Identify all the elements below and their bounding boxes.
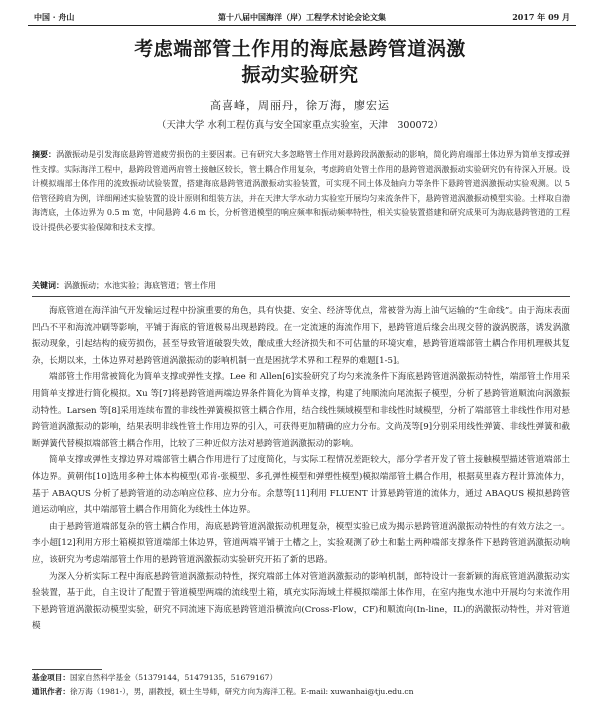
- header-date: 2017 年 09 月: [512, 12, 570, 22]
- body-paragraph: 由于悬跨管道端部复杂的管土耦合作用，海底悬跨管道涡激振动机理复杂，模型实验已成为揭示悬跨管道涡激振动特性的有效方法之一。李小超[12]利用方形土箱模拟管道端部土体边界，管道两端平铺于土槽之上，实验观测了砂土和黏土两种端部支撑条件下悬跨管道涡激振动响应，该研究为考虑端部管土作用的悬跨管道涡激振动实验研究开拓了新的思路。: [32, 521, 570, 565]
- author-list: 高喜峰，周丽丹，徐万海，廖宏运: [210, 99, 390, 112]
- keywords: [32, 278, 570, 293]
- abstract-text: 涡激振动是引发海底悬跨管道疲劳损伤的主要因素。已有研究大多忽略管土作用对悬跨段涡激振动的影响，简化跨肩端部土体边界为简单支撑或弹性支撑。实际海洋工程中，悬跨段管道两肩管土接触区较长，管土耦合作用复杂，考虑跨肩处管土作用的悬跨管道涡激振动实验研究仍有待深入开展。设计模拟端部土体作用的流致振动试验装置，搭建海底悬跨管道涡激振动实验装置，可实现不同土体及轴向力等条件下悬跨管道涡激振动实验观测。以 5 倍管径跨肩为例，详细阐述实验装置的设计原则和组装方法，并在天津大学水动力实验室开展均匀来流条件下，悬跨管道涡激振动模型实验。土样取自渤海湾底，土体边界为 0.5 m 宽，中间悬跨 4.6 m 长，分析管道模型的响应频率和振动频率特性，相关实验装置搭建和研究成果可为海底悬跨管道的工程设计提供必要实验保障和技术支撑。: [32, 150, 570, 232]
- body-text: [32, 303, 570, 635]
- footnotes: [32, 671, 570, 699]
- abstract-label: 摘要：: [32, 149, 57, 159]
- footnote-fund: [32, 671, 570, 685]
- header-rule: [28, 25, 576, 26]
- paper-title: [40, 36, 560, 88]
- header-proceedings-title: 第十八届中国海洋（岸）工程学术讨论会论文集: [218, 12, 386, 22]
- title-line-1: 考虑端部管土作用的海底悬跨管道涡激: [134, 38, 466, 60]
- body-paragraph: 简单支撑或弹性支撑边界对端部管土耦合作用进行了过度简化，与实际工程情况差距较大，部分学者开发了管土接触模型描述管道端部土体边界。黄朝伟[10]选用多种土体本构模型(邓肯-张模型、多孔弹性模型和弹塑性模型)模拟端部管土耦合作用，根据莫里森方程计算流体力，基于 ABAQUS 分析了悬跨管道的动态响应位移、应力分布。余慧等[11]利用 FLUENT 计算悬跨管道的流体力，通过 ABAQUS 模拟悬跨管道运动响应，其中端部管土耦合作用简化为线性土体边界。: [32, 455, 570, 516]
- title-line-2: 振动实验研究: [241, 64, 359, 86]
- footnote-rule: [32, 669, 102, 670]
- keywords-text: 涡激振动；水池实验；海底管道；管土作用: [64, 281, 216, 290]
- keywords-label: 关键词：: [32, 280, 64, 290]
- corresponding-author-label: 通讯作者：: [32, 687, 70, 696]
- affiliation: （天津大学 水利工程仿真与安全国家重点实验室，天津 300072）: [156, 120, 444, 131]
- fund-text: 国家自然科学基金（51379144，51479135，51679167）: [69, 673, 278, 682]
- abstract: [32, 147, 570, 236]
- body-paragraph: 为深入分析实际工程中海底悬跨管道涡激振动特性，探究端部土体对管道涡激振动的影响机制，郎特设计一套新颖的海底管道涡激振动实验装置，基于此，自主设计了配置于管道模型两端的流线型土箱，填充实际海域土样模拟端部土体作用，在室内拖曳水池中开展均匀来流作用下悬跨管道涡激振动模型实验，研究不同流速下海底悬跨管道沿横流向(Cross-Flow，CF)和顺流向(In-line，IL)的涡激振动特性，并对管道模: [32, 571, 570, 632]
- running-header: [28, 10, 576, 24]
- body-paragraph: 海底管道在海洋油气开发输运过程中扮演重要的角色，具有快捷、安全、经济等优点，常被誉为海上油气运输的“生命线”。由于海床表面凹凸不平和海流冲刷等影响，平铺于海底的管道极易出现悬跨段。在一定流速的海流作用下，悬跨管道后缘会出现交替的漩涡脱落，诱发涡激振动现象，引起结构的疲劳损伤，甚至导致管道破裂失效，酿成重大经济损失和不可估量的环境灾难，悬跨管道端部管土耦合作用机理极其复杂，长期以来，土体边界对悬跨管道涡激振动的影响机制一直是困扰学术界和工程界的难题[1-5]。: [32, 306, 570, 366]
- corresponding-author-text: 徐万海（1981-），男，副教授，硕士生导师，研究方向为海洋工程。E-mail: xuwanhai@tju.edu.cn: [69, 687, 414, 696]
- body-paragraph: 端部管土作用常被简化为简单支撑或弹性支撑。Lee 和 Allen[6]实验研究了均匀来流条件下海底悬跨管道涡激振动特性，端部管土作用采用简单支撑进行简化模拟。Xu 等[7]将悬跨管道两端边界条件简化为简单支撑，构建了纯顺流向尾流振子模型，分析了悬跨管道顺流向涡激振动特性。Larsen 等[8]采用连续布置的非线性弹簧模拟管土耦合作用，结合线性频域模型和非线性时域模型，分析了端部管土非线性作用对悬跨管道涡激振动的影响，结果表明非线性管土作用边界的引入，可获得更加精确的应力分布。文尚茂等[9]分别采用线性弹簧、非线性弹簧和截断弹簧代替模拟端部管土耦合作用，比较了三种近似方法对悬跨管道涡激振动的影响。: [32, 372, 570, 449]
- keywords-rule: [32, 296, 570, 297]
- footnote-author: [32, 685, 570, 699]
- header-location: 中国 · 舟山: [34, 12, 75, 22]
- fund-label: 基金项目：: [32, 673, 70, 682]
